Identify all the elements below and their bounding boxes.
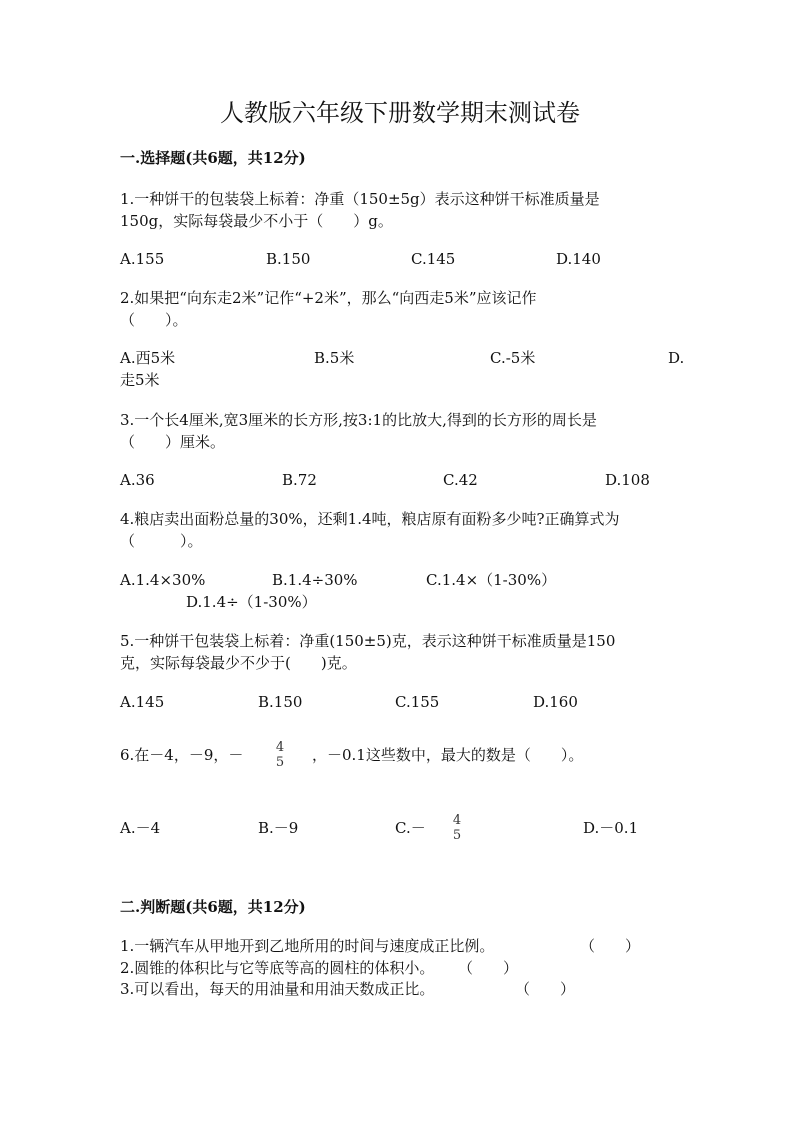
- question-2-option-b: B.5米: [314, 349, 355, 367]
- judgment-item-3: 3.可以看出，每天的用油量和用油天数成正比。: [120, 980, 435, 998]
- question-2-option-a: A.西5米: [120, 349, 176, 367]
- question-4-line-2: （ ）。: [120, 532, 203, 550]
- question-1-option-b: B.150: [266, 250, 311, 268]
- question-4-line-1: 4.粮店卖出面粉总量的30%，还剩1.4吨，粮店原有面粉多少吨?正确算式为: [120, 510, 620, 528]
- fraction-denominator: 5: [452, 828, 462, 843]
- question-4-option-c: C.1.4×（1-30%）: [426, 571, 557, 589]
- fraction-numerator: 4: [452, 813, 462, 828]
- question-1-option-c: C.145: [411, 250, 456, 268]
- question-3-option-b: B.72: [282, 471, 317, 489]
- question-2-option-d: D.: [668, 349, 685, 367]
- question-2-option-d-continued: 走5米: [120, 371, 160, 389]
- question-5-option-b: B.150: [258, 693, 303, 711]
- question-6-option-d: D.－0.1: [583, 819, 639, 837]
- question-3-option-a: A.36: [120, 471, 155, 489]
- judgment-item-2: 2.圆锥的体积比与它等底等高的圆柱的体积小。: [120, 959, 435, 977]
- question-5-option-a: A.145: [120, 693, 165, 711]
- section-heading-choice: 一.选择题(共6题，共12分): [120, 149, 306, 167]
- fraction-denominator: 5: [275, 755, 285, 770]
- question-5-line-2: 克，实际每袋最少不少于( )克。: [120, 654, 357, 672]
- question-6-option-a: A.－4: [120, 819, 161, 837]
- question-3-line-2: （ ）厘米。: [120, 433, 226, 451]
- question-1-option-a: A.155: [120, 250, 165, 268]
- question-6-option-b: B.－9: [258, 819, 299, 837]
- question-5-line-1: 5.一种饼干包装袋上标着：净重(150±5)克，表示这种饼干标准质量是150: [120, 632, 616, 650]
- question-2-option-c: C.-5米: [490, 349, 536, 367]
- question-3-line-1: 3.一个长4厘米,宽3厘米的长方形,按3:1的比放大,得到的长方形的周长是: [120, 411, 597, 429]
- question-1-line-2: 150g，实际每袋最少不小于（ ）g。: [120, 212, 393, 230]
- question-6-option-c: C.－: [395, 819, 426, 837]
- question-4-option-b: B.1.4÷30%: [272, 571, 358, 589]
- question-4-option-a: A.1.4×30%: [120, 571, 206, 589]
- judgment-item-1: 1.一辆汽车从甲地开到乙地所用的时间与速度成正比例。: [120, 937, 495, 955]
- section-heading-judgment: 二.判断题(共6题，共12分): [120, 898, 306, 916]
- question-6-option-c-fraction: [447, 813, 467, 843]
- question-4-option-d: D.1.4÷（1-30%）: [186, 593, 317, 611]
- question-1-line-1: 1.一种饼干的包装袋上标着：净重（150±5g）表示这种饼干标准质量是: [120, 190, 600, 208]
- page-title: 人教版六年级下册数学期末测试卷: [220, 99, 580, 127]
- question-5-option-d: D.160: [533, 693, 578, 711]
- question-3-option-d: D.108: [605, 471, 650, 489]
- question-1-option-d: D.140: [556, 250, 601, 268]
- judgment-item-2-bracket: （ ）: [458, 959, 519, 977]
- question-6-prefix: 6.在－4，－9，－: [120, 746, 244, 764]
- judgment-item-1-bracket: （ ）: [580, 937, 641, 955]
- question-6-suffix: ，－0.1这些数中，最大的数是（ ）。: [312, 746, 584, 764]
- question-3-option-c: C.42: [443, 471, 478, 489]
- question-6-fraction: [270, 740, 290, 770]
- question-5-option-c: C.155: [395, 693, 440, 711]
- fraction-numerator: 4: [275, 740, 285, 755]
- question-2-line-1: 2.如果把“向东走2米”记作“+2米”，那么“向西走5米”应该记作: [120, 289, 537, 307]
- question-2-line-2: （ ）。: [120, 311, 188, 329]
- judgment-item-3-bracket: （ ）: [515, 980, 576, 998]
